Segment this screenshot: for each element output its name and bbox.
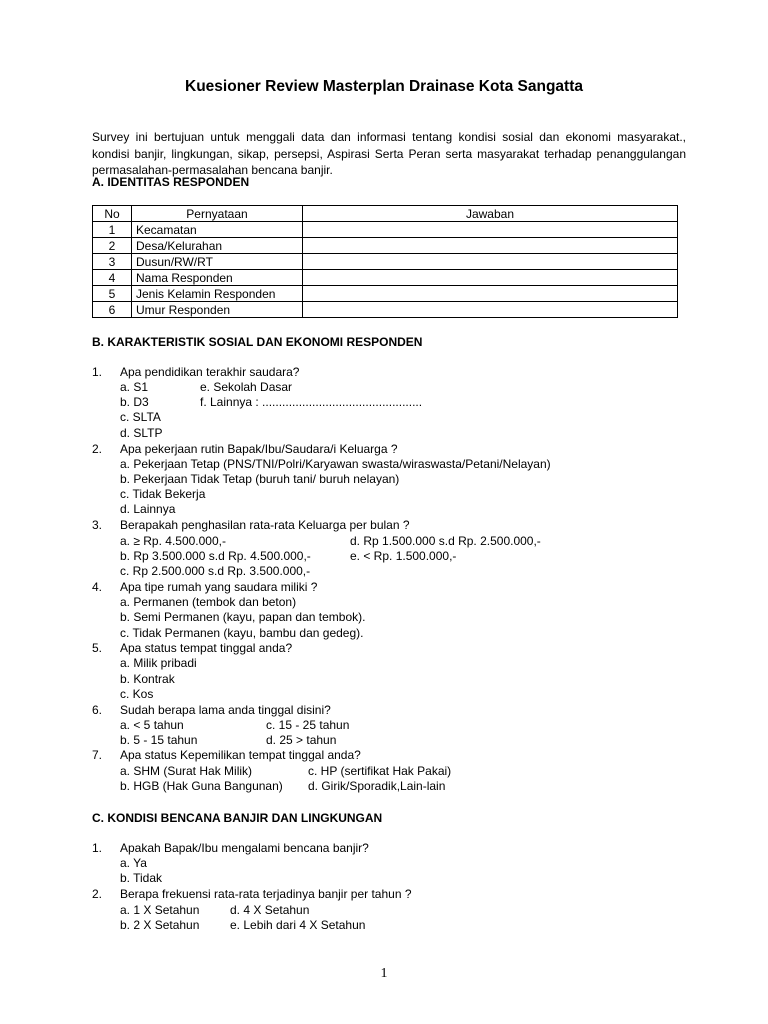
option-item[interactable]: d. Girik/Sporadik,Lain-lain (308, 779, 446, 793)
row-statement: Umur Responden (132, 302, 303, 318)
page-number: 1 (380, 966, 388, 981)
option-item[interactable]: c. Rp 2.500.000 s.d Rp. 3.500.000,- (120, 564, 311, 578)
question-number: 1. (92, 365, 103, 379)
intro-paragraph: Survey ini bertujuan untuk menggali data dan informasi tentang kondisi sosial dan ekonomi masyarakat., kondisi banjir, lingkungan, sikap, persepsi, Aspirasi Serta Peran serta masyarakat terhadap penanggulangan permasalahan-permasalahan bencana banjir. (92, 130, 686, 177)
question-number: 2. (92, 442, 103, 456)
table-row (93, 254, 678, 270)
question-text: Apa pekerjaan rutin Bapak/Ibu/Saudara/i Keluarga ? (120, 442, 398, 456)
row-statement: Jenis Kelamin Responden (132, 286, 303, 302)
table-row (93, 238, 678, 254)
option-item[interactable]: d. Lainnya (120, 502, 176, 516)
option-item[interactable]: a. Milik pribadi (120, 656, 197, 670)
option-item[interactable]: f. Lainnya : ................................................ (200, 395, 423, 409)
option-item[interactable]: c. Kos (120, 687, 154, 701)
option-item[interactable]: a. Ya (120, 856, 147, 870)
question-text: Berapakah penghasilan rata-rata Keluarga per bulan ? (120, 518, 410, 532)
option-item[interactable]: b. Tidak (120, 871, 163, 885)
row-no: 1 (93, 222, 132, 238)
table-row (93, 222, 678, 238)
table-row (93, 286, 678, 302)
option-item[interactable]: e. Sekolah Dasar (200, 380, 293, 394)
option-item[interactable]: b. D3 (120, 395, 149, 409)
header-no: No (93, 206, 132, 222)
question-number: 6. (92, 703, 103, 717)
question-text: Apa status Kepemilikan tempat tinggal anda? (120, 748, 361, 762)
section-b-heading: B. KARAKTERISTIK SOSIAL DAN EKONOMI RESPONDEN (92, 335, 423, 349)
question-number: 2. (92, 887, 103, 901)
option-item[interactable]: a. Pekerjaan Tetap (PNS/TNI/Polri/Karyawan swasta/wiraswasta/Petani/Nelayan) (120, 457, 551, 471)
row-no: 2 (93, 238, 132, 254)
option-item[interactable]: c. 15 - 25 tahun (266, 718, 350, 732)
question-text: Apa status tempat tinggal anda? (120, 641, 293, 655)
option-item[interactable]: d. SLTP (120, 426, 163, 440)
option-item[interactable]: a. ≥ Rp. 4.500.000,- (120, 534, 226, 548)
option-item[interactable]: b. Kontrak (120, 672, 175, 686)
question-text: Apakah Bapak/Ibu mengalami bencana banjir? (120, 841, 369, 855)
question-number: 5. (92, 641, 103, 655)
option-item[interactable]: c. SLTA (120, 410, 161, 424)
table-header-row (93, 206, 678, 222)
question-number: 4. (92, 580, 103, 594)
option-item[interactable]: d. Rp 1.500.000 s.d Rp. 2.500.000,- (350, 534, 541, 548)
question-text: Apa pendidikan terakhir saudara? (120, 365, 300, 379)
row-statement: Kecamatan (132, 222, 303, 238)
question-text: Sudah berapa lama anda tinggal disini? (120, 703, 331, 717)
row-answer[interactable] (303, 222, 678, 238)
row-statement: Dusun/RW/RT (132, 254, 303, 270)
option-item[interactable]: a. SHM (Surat Hak Milik) (120, 764, 253, 778)
row-answer[interactable] (303, 254, 678, 270)
option-item[interactable]: c. HP (sertifikat Hak Pakai) (308, 764, 452, 778)
question-text: Berapa frekuensi rata-rata terjadinya banjir per tahun ? (120, 887, 412, 901)
table-row (93, 270, 678, 286)
section-a-heading: A. IDENTITAS RESPONDEN (92, 175, 250, 189)
option-item[interactable]: b. 5 - 15 tahun (120, 733, 198, 747)
option-item[interactable]: e. Lebih dari 4 X Setahun (230, 918, 366, 932)
row-answer[interactable] (303, 302, 678, 318)
option-item[interactable]: a. 1 X Setahun (120, 903, 200, 917)
row-no: 6 (93, 302, 132, 318)
row-no: 5 (93, 286, 132, 302)
option-item[interactable]: c. Tidak Bekerja (120, 487, 206, 501)
question-number: 3. (92, 518, 103, 532)
option-item[interactable]: c. Tidak Permanen (kayu, bambu dan gedeg). (120, 626, 364, 640)
table-row (93, 302, 678, 318)
document-title: Kuesioner Review Masterplan Drainase Kota Sangatta (185, 78, 583, 95)
row-statement: Desa/Kelurahan (132, 238, 303, 254)
question-number: 1. (92, 841, 103, 855)
option-item[interactable]: a. Permanen (tembok dan beton) (120, 595, 297, 609)
section-c-heading: C. KONDISI BENCANA BANJIR DAN LINGKUNGAN (92, 811, 383, 825)
row-answer[interactable] (303, 238, 678, 254)
option-item[interactable]: b. 2 X Setahun (120, 918, 200, 932)
option-item[interactable]: b. HGB (Hak Guna Bangunan) (120, 779, 283, 793)
option-item[interactable]: a. < 5 tahun (120, 718, 184, 732)
row-answer[interactable] (303, 270, 678, 286)
row-answer[interactable] (303, 286, 678, 302)
option-item[interactable]: a. S1 (120, 380, 149, 394)
option-item[interactable]: e. < Rp. 1.500.000,- (350, 549, 457, 563)
option-item[interactable]: b. Rp 3.500.000 s.d Rp. 4.500.000,- (120, 549, 311, 563)
identity-table (92, 205, 678, 318)
option-item[interactable]: b. Pekerjaan Tidak Tetap (buruh tani/ buruh nelayan) (120, 472, 400, 486)
question-number: 7. (92, 748, 103, 762)
row-no: 3 (93, 254, 132, 270)
option-item[interactable]: b. Semi Permanen (kayu, papan dan tembok). (120, 610, 366, 624)
option-item[interactable]: d. 25 > tahun (266, 733, 337, 747)
header-answer: Jawaban (303, 206, 678, 222)
option-item[interactable]: d. 4 X Setahun (230, 903, 310, 917)
question-text: Apa tipe rumah yang saudara miliki ? (120, 580, 318, 594)
header-statement: Pernyataan (132, 206, 303, 222)
row-no: 4 (93, 270, 132, 286)
row-statement: Nama Responden (132, 270, 303, 286)
